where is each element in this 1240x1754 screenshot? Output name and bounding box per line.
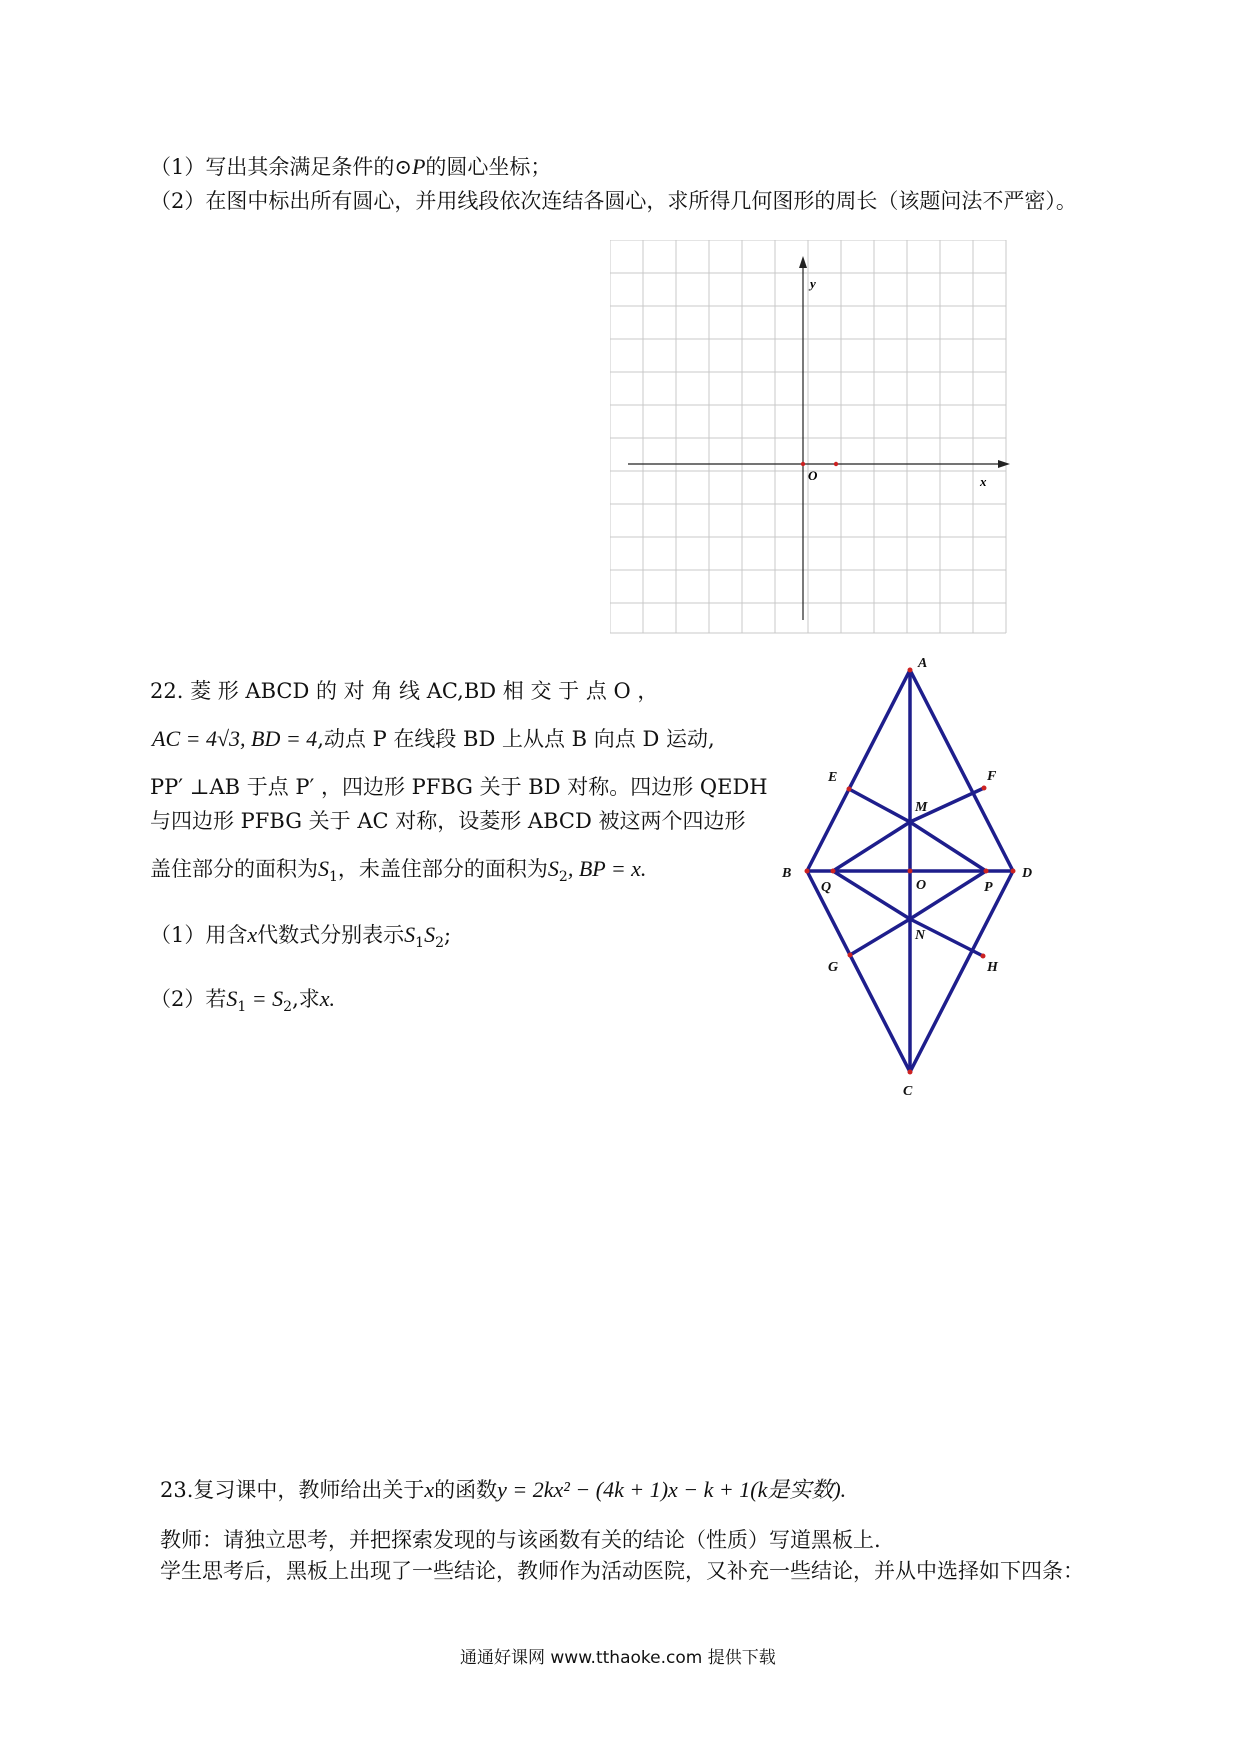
q22-line1: 22. 菱 形 ABCD 的 对 角 线 AC,BD 相 交 于 点 O ， [150, 679, 659, 703]
label-m: M [915, 800, 928, 815]
q22-part2-var: x. [319, 986, 336, 1011]
q22-line2 [152, 726, 715, 752]
q21-part1 [150, 154, 551, 180]
q23-line1 [160, 1477, 846, 1503]
rhombus-figure [760, 655, 1060, 1105]
q22-line3: PP′ ⊥AB 于点 P′ ，四边形 PFBG 关于 BD 对称。四边形 QEDH [150, 775, 768, 799]
q21-part1-P: P [411, 154, 426, 179]
q22-line2-rest: ,动点 P 在线段 BD 上从点 B 向点 D 运动, [317, 727, 715, 751]
y-axis-arrow-icon [799, 256, 807, 268]
q22-part1-b: 代数式分别表示 [257, 923, 405, 947]
q22-part1-S2-sub: 2 [435, 935, 444, 951]
label-g: G [828, 960, 839, 975]
q23-line1-a: 23.复习课中，教师给出关于 [160, 1478, 425, 1502]
q22-part1-var: x [247, 922, 258, 947]
q22-line5-b: ，未盖住部分的面积为 [337, 857, 548, 881]
q22-part1-a: （1）用含 [150, 923, 248, 947]
coordinate-grid [610, 240, 1040, 635]
q21-part2: （2）在图中标出所有圆心，并用线段依次连结各圆心，求所得几何图形的周长（该题问法不严密）。 [150, 189, 1077, 213]
q23-line1-b: 的函数 [434, 1478, 498, 1502]
q23-line3: 学生思考后，黑板上出现了一些结论，教师作为活动医院，又补充一些结论，并从中选择如下四条： [160, 1559, 1084, 1583]
q22-part2: （2）若$S_1 = S_2$,求x. [150, 986, 336, 1015]
q22-S1: S [318, 856, 329, 881]
label-e: E [828, 770, 838, 785]
label-p: P [984, 880, 993, 895]
q22-part2-b: ,求 [292, 987, 320, 1011]
q22-line5-c: , BP = x. [567, 856, 647, 881]
q22-S1-sub: 1 [329, 869, 338, 885]
q23-x: x [424, 1477, 435, 1502]
q22-part2-S2: S [272, 986, 284, 1011]
q22-part1-S1-sub: 1 [415, 935, 425, 951]
label-d: D [1022, 866, 1033, 881]
label-b: B [782, 866, 792, 881]
q23-line2: 教师：请独立思考，并把探索发现的与该函数有关的结论（性质）写道黑板上. [160, 1528, 881, 1552]
grid-point [834, 462, 838, 466]
grid-lines [610, 240, 1006, 633]
q22-S2-sub: 2 [558, 869, 568, 885]
q22-S2: S [547, 856, 559, 881]
q22-part2-S1: S [226, 986, 238, 1011]
q22-part1: （1）用含x代数式分别表示$S_1S_2$; [150, 922, 452, 951]
page-footer: 通通好课网 www.tthaoke.com 提供下载 [460, 1648, 776, 1668]
q22-formula: AC = 4√3, BD = 4 [152, 726, 318, 751]
q21-part1-end: 的圆心坐标； [425, 155, 552, 179]
x-axis-label: x [980, 474, 987, 489]
origin-label: O [808, 468, 818, 483]
label-f: F [987, 769, 997, 784]
q23-formula: y = 2kx² − (4k + 1)x − k + 1(k是实数). [497, 1477, 847, 1502]
q22-line5-a: 盖住部分的面积为 [150, 857, 318, 881]
q22-part2-S1-sub: 1 [237, 999, 247, 1015]
x-axis-arrow-icon [998, 460, 1010, 468]
label-q: Q [821, 880, 832, 895]
origin-point [801, 462, 805, 466]
q21-part1-text: （1）写出其余满足条件的⊙ [150, 155, 412, 179]
y-axis-label: y [810, 276, 816, 291]
label-n: N [915, 928, 926, 943]
q22-part1-S2: S [424, 922, 436, 947]
q22-part2-S2-sub: 2 [283, 999, 293, 1015]
label-h: H [987, 960, 998, 975]
q22-line5 [150, 856, 646, 890]
q22-part2-a: （2）若 [150, 987, 227, 1011]
q22-part1-S1: S [404, 922, 416, 947]
label-o: O [916, 878, 927, 893]
label-c: C [903, 1084, 913, 1099]
label-a: A [918, 656, 928, 671]
q22-line4: 与四边形 PFBG 关于 AC 对称，设菱形 ABCD 被这两个四边形 [150, 809, 746, 833]
